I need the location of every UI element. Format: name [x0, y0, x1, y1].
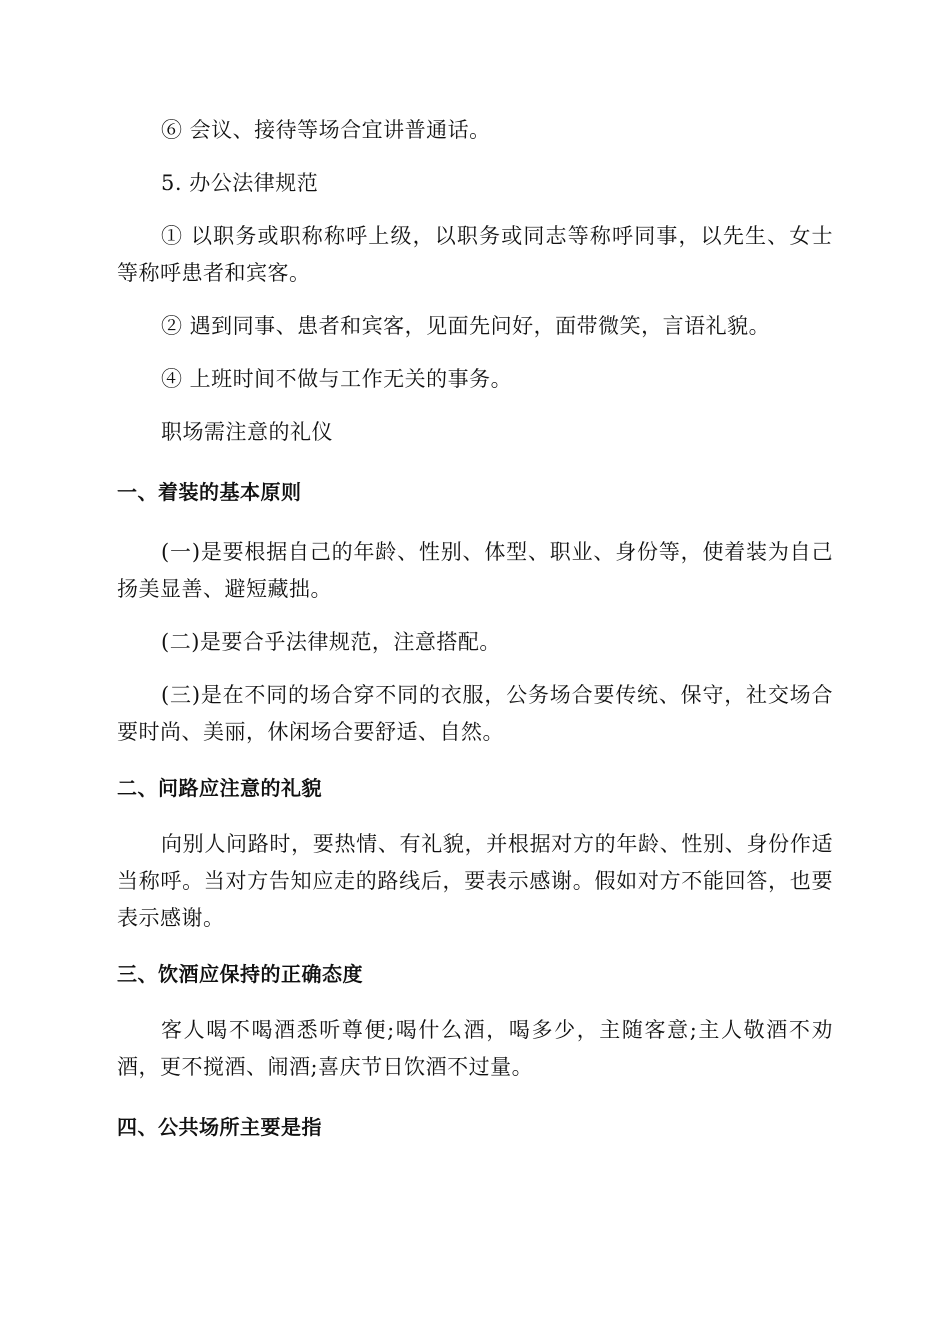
document-body — [117, 112, 833, 1146]
paragraph-dress-1: (一)是要根据自己的年龄、性别、体型、职业、身份等，使着装为自己扬美显善、避短藏拙。 — [117, 540, 833, 601]
list-item-greeting: ② 遇到同事、患者和宾客，见面先问好，面带微笑，言语礼貌。 — [161, 314, 771, 338]
paragraph-dress-3: (三)是在不同的场合穿不同的衣服，公务场合要传统、保守，社交场合要时尚、美丽，休闲场合要舒适、自然。 — [117, 683, 833, 744]
list-item-work-hours: ④ 上班时间不做与工作无关的事务。 — [161, 367, 513, 391]
paragraph-asking-directions: 向别人问路时，要热情、有礼貌，并根据对方的年龄、性别、身份作适当称呼。当对方告知应走的路线后，要表示感谢。假如对方不能回答，也要表示感谢。 — [117, 832, 833, 930]
paragraph-drinking: 客人喝不喝酒悉听尊便;喝什么酒，喝多少，主随客意;主人敬酒不劝酒，更不搅酒、闹酒;喜庆节日饮酒不过量。 — [117, 1018, 833, 1079]
section-heading-asking-directions: 二、问路应注意的礼貌 — [117, 776, 322, 800]
section-heading-dress: 一、着装的基本原则 — [117, 480, 302, 504]
intro-workplace-etiquette: 职场需注意的礼仪 — [161, 420, 333, 444]
section-heading-drinking: 三、饮酒应保持的正确态度 — [117, 962, 363, 986]
section-heading-public-places: 四、公共场所主要是指 — [117, 1115, 322, 1139]
subsection-title-office-norms: 5. 办公法律规范 — [161, 171, 319, 195]
paragraph-dress-2: (二)是要合乎法律规范，注意搭配。 — [161, 630, 501, 654]
list-item-forms-of-address: ① 以职务或职称称呼上级，以职务或同志等称呼同事，以先生、女士等称呼患者和宾客。 — [117, 224, 833, 285]
list-item-meeting-mandarin: ⑥ 会议、接待等场合宜讲普通话。 — [161, 118, 491, 142]
